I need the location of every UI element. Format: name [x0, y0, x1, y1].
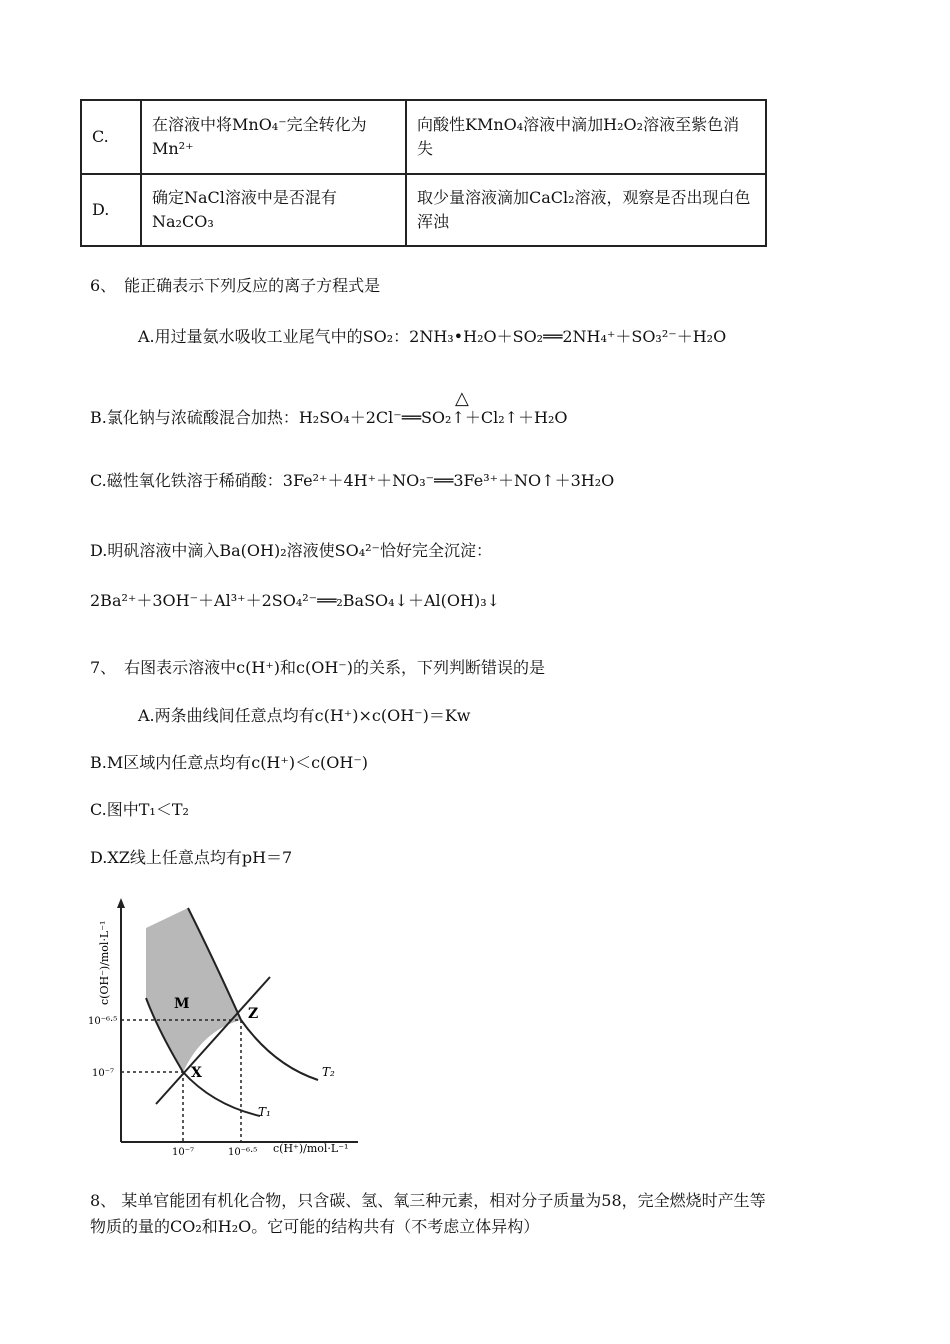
- q6-option-d: D.明矾溶液中滴入Ba(OH)₂溶液使SO₄²⁻恰好完全沉淀：: [90, 541, 492, 560]
- y-axis-arrow: [117, 898, 125, 908]
- y-tick-label: 10⁻⁶·⁵: [88, 1016, 118, 1027]
- q7-option-d: D.XZ线上任意点均有pH＝7: [90, 848, 293, 867]
- kw-graph: [88, 890, 368, 1160]
- curve-label-t1: T₁: [258, 1105, 271, 1119]
- q8-line-2: 物质的量的CO₂和H₂O。它可能的结构共有（不考虑立体异构）: [90, 1217, 540, 1236]
- row-label: C.: [81, 100, 141, 174]
- point-label-x: X: [191, 1065, 202, 1081]
- goal-cell: 在溶液中将MnO₄⁻完全转化为Mn²⁺: [141, 100, 406, 174]
- options-table: [80, 99, 767, 247]
- heating-condition: △: [455, 388, 469, 409]
- x-tick-label: 10⁻⁶·⁵: [228, 1147, 258, 1158]
- goal-cell: 确定NaCl溶液中是否混有Na₂CO₃: [141, 174, 406, 246]
- x-tick-label: 10⁻⁷: [172, 1147, 195, 1158]
- q7-option-a: A.两条曲线间任意点均有c(H⁺)×c(OH⁻)＝Kw: [138, 706, 471, 725]
- point-label-z: Z: [248, 1006, 259, 1022]
- q7-stem: 7、 右图表示溶液中c(H⁺)和c(OH⁻)的关系，下列判断错误的是: [90, 658, 545, 677]
- q6-option-d-equation: 2Ba²⁺＋3OH⁻＋Al³⁺＋2SO₄²⁻══₂BaSO₄↓＋Al(OH)₃↓: [90, 591, 501, 610]
- y-tick-label: 10⁻⁷: [92, 1068, 115, 1079]
- table-row: [81, 100, 766, 174]
- q6-option-c: C.磁性氧化铁溶于稀硝酸：3Fe²⁺＋4H⁺＋NO₃⁻══3Fe³⁺＋NO↑＋3H₂O: [90, 471, 615, 490]
- x-axis-label: c(H⁺)/mol·L⁻¹: [273, 1142, 349, 1155]
- q7-option-b: B.M区域内任意点均有c(H⁺)＜c(OH⁻): [90, 753, 369, 772]
- kw-figure: [88, 890, 368, 1160]
- table-row: [81, 174, 766, 246]
- curve-label-t2: T₂: [322, 1065, 335, 1079]
- point-label-m: M: [174, 996, 190, 1012]
- q6-stem: 6、 能正确表示下列反应的离子方程式是: [90, 276, 381, 295]
- q6-option-b: B.氯化钠与浓硫酸混合加热：H₂SO₄＋2Cl⁻══SO₂↑＋Cl₂↑＋H₂O: [90, 408, 568, 427]
- method-cell: 取少量溶液滴加CaCl₂溶液，观察是否出现白色浑浊: [406, 174, 766, 246]
- y-axis-label: c(OH⁻)/mol·L⁻¹: [98, 920, 111, 1005]
- q7-option-c: C.图中T₁＜T₂: [90, 800, 189, 819]
- row-label: D.: [81, 174, 141, 246]
- q8-line-1: 8、 某单官能团有机化合物，只含碳、氢、氧三种元素，相对分子质量为58，完全燃烧时产生等: [90, 1191, 766, 1210]
- method-cell: 向酸性KMnO₄溶液中滴加H₂O₂溶液至紫色消失: [406, 100, 766, 174]
- q6-option-a: A.用过量氨水吸收工业尾气中的SO₂：2NH₃•H₂O＋SO₂══2NH₄⁺＋SO₃²⁻＋H₂O: [138, 327, 727, 346]
